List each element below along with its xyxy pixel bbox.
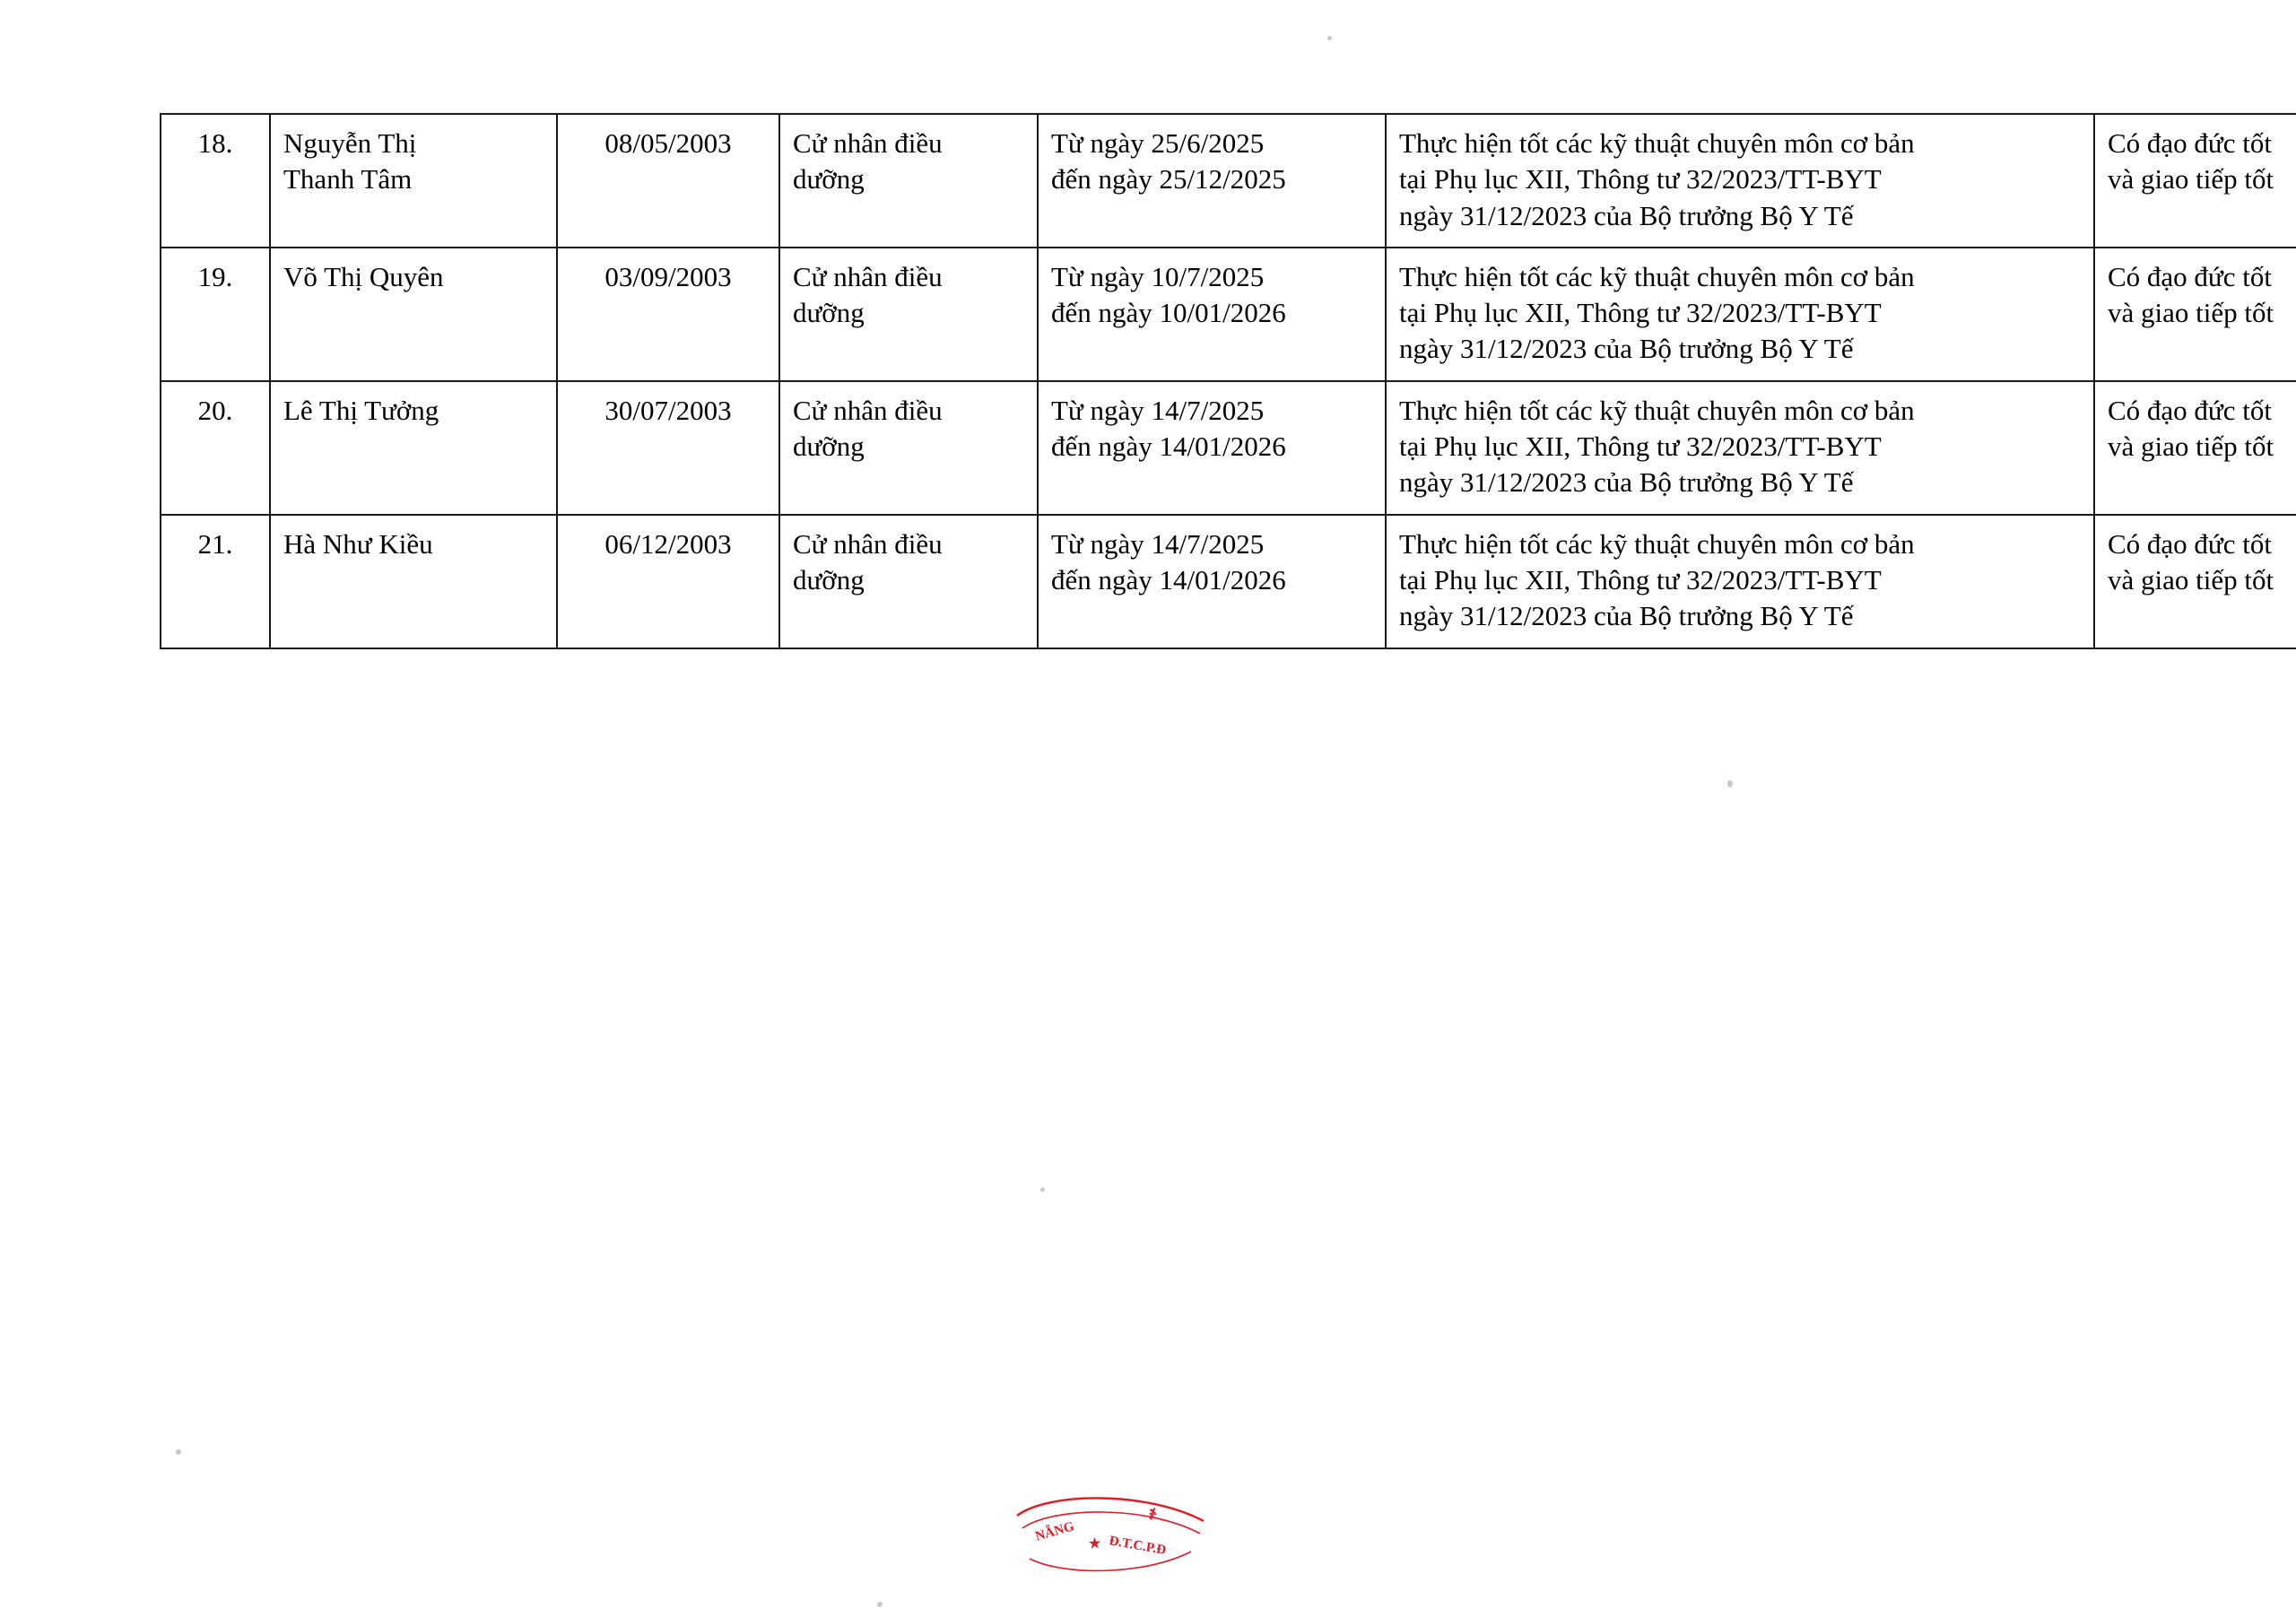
svg-text:NẴNG: NẴNG xyxy=(1033,1519,1076,1544)
degree-line-2: dưỡng xyxy=(793,563,865,596)
degree-line-1: Cử nhân điều xyxy=(793,127,943,159)
name-line-1: Võ Thị Quyên xyxy=(283,260,444,292)
table-row xyxy=(161,114,2296,248)
technical-line-3: ngày 31/12/2023 của Bộ trưởng Bộ Y Tế xyxy=(1399,466,1854,499)
degree-line-1: Cử nhân điều xyxy=(793,527,943,560)
row-name-cell xyxy=(270,114,557,248)
ethics-line-1: Có đạo đức tốt xyxy=(2108,127,2272,159)
svg-text:Đ.T.C.P.Đ: Đ.T.C.P.Đ xyxy=(1108,1534,1168,1559)
row-degree-cell xyxy=(779,248,1038,381)
row-technical-cell xyxy=(1386,381,2094,515)
technical-line-3: ngày 31/12/2023 của Bộ trưởng Bộ Y Tế xyxy=(1399,333,1854,365)
period-line-1: Từ ngày 14/7/2025 xyxy=(1051,527,1265,560)
row-degree-cell xyxy=(779,381,1038,515)
name-line-1: Nguyễn Thị xyxy=(283,127,417,159)
degree-line-1: Cử nhân điều xyxy=(793,260,943,292)
technical-line-1: Thực hiện tốt các kỹ thuật chuyên môn cơ bản xyxy=(1399,127,1915,159)
row-period-cell xyxy=(1038,248,1386,381)
row-ethics-cell xyxy=(2094,515,2296,648)
period-line-2: đến ngày 14/01/2026 xyxy=(1051,563,1286,596)
scan-speckle xyxy=(1040,1187,1045,1192)
row-index-cell xyxy=(161,381,270,515)
technical-line-3: ngày 31/12/2023 của Bộ trưởng Bộ Y Tế xyxy=(1399,600,1854,632)
row-technical-cell xyxy=(1386,515,2094,648)
technical-line-2: tại Phụ lục XII, Thông tư 32/2023/TT-BYT xyxy=(1399,430,1882,463)
row-degree-cell xyxy=(779,515,1038,648)
degree-line-1: Cử nhân điều xyxy=(793,394,943,426)
name-line-1: Hà Như Kiều xyxy=(283,527,433,560)
scan-speckle xyxy=(1727,780,1733,787)
row-name-cell xyxy=(270,248,557,381)
ethics-line-1: Có đạo đức tốt xyxy=(2108,394,2272,426)
ethics-line-2: và giao tiếp tốt xyxy=(2108,297,2274,329)
dob-value: 30/07/2003 xyxy=(604,394,732,426)
svg-text:★: ★ xyxy=(1088,1536,1101,1552)
name-line-2: Thanh Tâm xyxy=(283,163,413,196)
row-period-cell xyxy=(1038,114,1386,248)
row-period-cell xyxy=(1038,381,1386,515)
row-index-cell xyxy=(161,515,270,648)
technical-line-1: Thực hiện tốt các kỹ thuật chuyên môn cơ bản xyxy=(1399,260,1915,292)
row-ethics-cell xyxy=(2094,248,2296,381)
row-dob-cell xyxy=(557,381,779,515)
table-row xyxy=(161,381,2296,515)
scan-speckle xyxy=(877,1602,883,1607)
scan-speckle xyxy=(1327,36,1332,40)
ethics-line-2: và giao tiếp tốt xyxy=(2108,163,2274,196)
row-technical-cell xyxy=(1386,114,2094,248)
row-ethics-cell xyxy=(2094,114,2296,248)
dob-value: 03/09/2003 xyxy=(604,260,732,292)
technical-line-2: tại Phụ lục XII, Thông tư 32/2023/TT-BYT xyxy=(1399,297,1882,329)
row-ethics-cell xyxy=(2094,381,2296,515)
row-dob-cell xyxy=(557,515,779,648)
svg-text:⚕: ⚕ xyxy=(1144,1504,1161,1525)
ethics-line-1: Có đạo đức tốt xyxy=(2108,260,2272,292)
row-period-cell xyxy=(1038,515,1386,648)
practice-record-table xyxy=(160,113,2296,649)
row-dob-cell xyxy=(557,248,779,381)
table-body xyxy=(161,114,2296,648)
dob-value: 08/05/2003 xyxy=(604,127,732,159)
row-name-cell xyxy=(270,515,557,648)
row-index-cell xyxy=(161,248,270,381)
technical-line-1: Thực hiện tốt các kỹ thuật chuyên môn cơ bản xyxy=(1399,527,1915,560)
table-row xyxy=(161,515,2296,648)
ethics-line-1: Có đạo đức tốt xyxy=(2108,527,2272,560)
period-line-2: đến ngày 10/01/2026 xyxy=(1051,297,1286,329)
technical-line-3: ngày 31/12/2023 của Bộ trưởng Bộ Y Tế xyxy=(1399,199,1854,231)
period-line-2: đến ngày 14/01/2026 xyxy=(1051,430,1286,463)
period-line-1: Từ ngày 10/7/2025 xyxy=(1051,260,1265,292)
ethics-line-2: và giao tiếp tốt xyxy=(2108,563,2274,596)
degree-line-2: dưỡng xyxy=(793,297,865,329)
row-name-cell xyxy=(270,381,557,515)
table-row xyxy=(161,248,2296,381)
row-index: 18. xyxy=(197,127,233,159)
degree-line-2: dưỡng xyxy=(793,163,865,196)
technical-line-2: tại Phụ lục XII, Thông tư 32/2023/TT-BYT xyxy=(1399,563,1882,596)
degree-line-2: dưỡng xyxy=(793,430,865,463)
row-index: 20. xyxy=(197,394,233,426)
scan-speckle xyxy=(176,1449,181,1455)
period-line-2: đến ngày 25/12/2025 xyxy=(1051,163,1286,196)
period-line-1: Từ ngày 25/6/2025 xyxy=(1051,127,1265,159)
technical-line-2: tại Phụ lục XII, Thông tư 32/2023/TT-BYT xyxy=(1399,163,1882,196)
row-index: 21. xyxy=(197,527,233,560)
ethics-line-2: và giao tiếp tốt xyxy=(2108,430,2274,463)
row-index-cell xyxy=(161,114,270,248)
row-degree-cell xyxy=(779,114,1038,248)
official-stamp xyxy=(1012,1489,1227,1587)
period-line-1: Từ ngày 14/7/2025 xyxy=(1051,394,1265,426)
dob-value: 06/12/2003 xyxy=(604,527,732,560)
technical-line-1: Thực hiện tốt các kỹ thuật chuyên môn cơ bản xyxy=(1399,394,1915,426)
row-index: 19. xyxy=(197,260,233,292)
row-technical-cell xyxy=(1386,248,2094,381)
row-dob-cell xyxy=(557,114,779,248)
name-line-1: Lê Thị Tưởng xyxy=(283,394,439,426)
